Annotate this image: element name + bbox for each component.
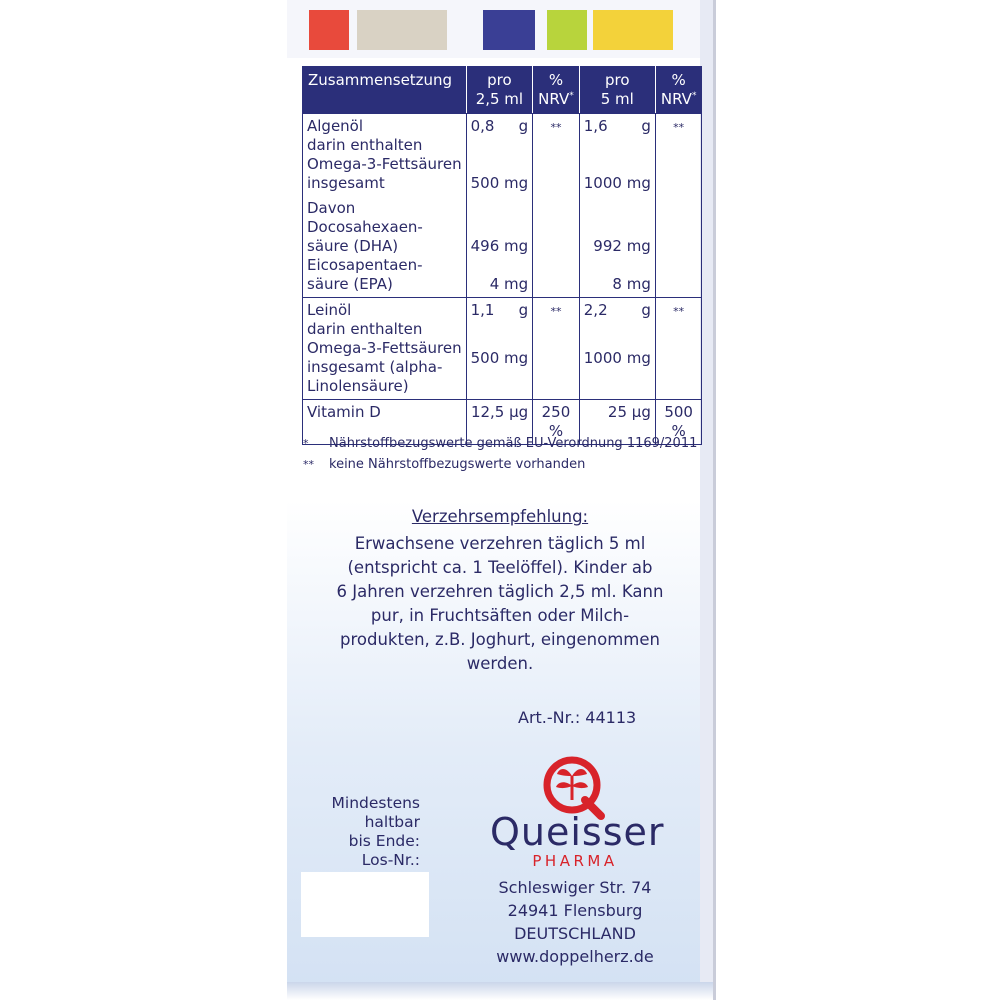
yellow-graphic (593, 10, 673, 50)
beige-graphic (357, 10, 447, 50)
best-before-print-area (301, 872, 429, 937)
recommendation-text: Erwachsene verzehren täglich 5 ml (entspricht ca. 1 Teelöffel). Kinder ab 6 Jahren verzehren täglich 2,5 ml. Kann pur, in Fruchtsäften oder Milch- produkten, z.B. Joghurt, eingenommen werden. (336, 534, 664, 673)
algenoel-values-5ml: 1,6 g 1000 mg 992 mg 8 mg (579, 114, 655, 298)
header-nrv-2-5ml: % NRV* (533, 67, 580, 114)
nutrition-table (302, 66, 702, 445)
header-nrv-5ml: % NRV* (655, 67, 702, 114)
article-number: Art.-Nr.: 44113 (518, 708, 637, 727)
vitamin-d-5ml: 25 µg (579, 400, 655, 445)
recommendation-title: Verzehrsempfehlung: (411, 507, 589, 526)
company-address: Schleswiger Str. 74 24941 Flensburg DEUTSCHLAND www.doppelherz.de (480, 876, 670, 968)
leinoel-nrv-2-5ml: ** (533, 298, 580, 400)
box-side-shadow (713, 0, 716, 1000)
vitamin-d-nrv-5ml: 500 % (655, 400, 702, 445)
leinoel-values-5ml: 2,2 g 1000 mg (579, 298, 655, 400)
box-bottom-edge (287, 982, 713, 1000)
red-graphic (309, 10, 349, 50)
header-composition: Zusammensetzung (303, 67, 467, 114)
table-header-row (303, 67, 702, 114)
header-per-2-5ml: pro 2,5 ml (466, 67, 533, 114)
table-row-leinoel (303, 298, 702, 400)
brand-name: Queisser (490, 810, 665, 854)
brand-subtitle: PHARMA (532, 852, 618, 870)
navy-graphic (483, 10, 535, 50)
leinoel-values-2-5ml: 1,1 g 500 mg (466, 298, 533, 400)
vitamin-d-2-5ml: 12,5 µg (466, 400, 533, 445)
leinoel-name: Leinöl darin enthalten Omega-3-Fettsäuren insgesamt (alpha- Linolensäure) (303, 298, 467, 400)
algenoel-values-2-5ml: 0,8 g 500 mg 496 mg 4 mg (466, 114, 533, 298)
header-per-5ml: pro 5 ml (579, 67, 655, 114)
footnotes (303, 433, 697, 475)
algenoel-name: Algenöl darin enthalten Omega-3-Fettsäuren insgesamt Davon Docosahexaen- säure (DHA) Eicosapentaen- säure (EPA) (303, 114, 467, 298)
website-link[interactable]: www.doppelherz.de (496, 947, 654, 966)
footnote-2: ** keine Nährstoffbezugswerte vorhanden (303, 457, 586, 472)
table-row-algenoel (303, 114, 702, 298)
footnote-1: * Nährstoffbezugswerte gemäß EU-Verordnung 1169/2011 (303, 436, 698, 451)
algenoel-nrv-2-5ml: ** (533, 114, 580, 298)
algenoel-nrv-5ml: ** (655, 114, 702, 298)
vitamin-d-name: Vitamin D (303, 400, 467, 445)
vitamin-d-nrv-2-5ml: 250 % (533, 400, 580, 445)
green-graphic (547, 10, 587, 50)
top-flap-graphics (287, 0, 713, 58)
best-before-label: Mindestens haltbar bis Ende: Los-Nr.: (331, 794, 420, 869)
leinoel-nrv-5ml: ** (655, 298, 702, 400)
